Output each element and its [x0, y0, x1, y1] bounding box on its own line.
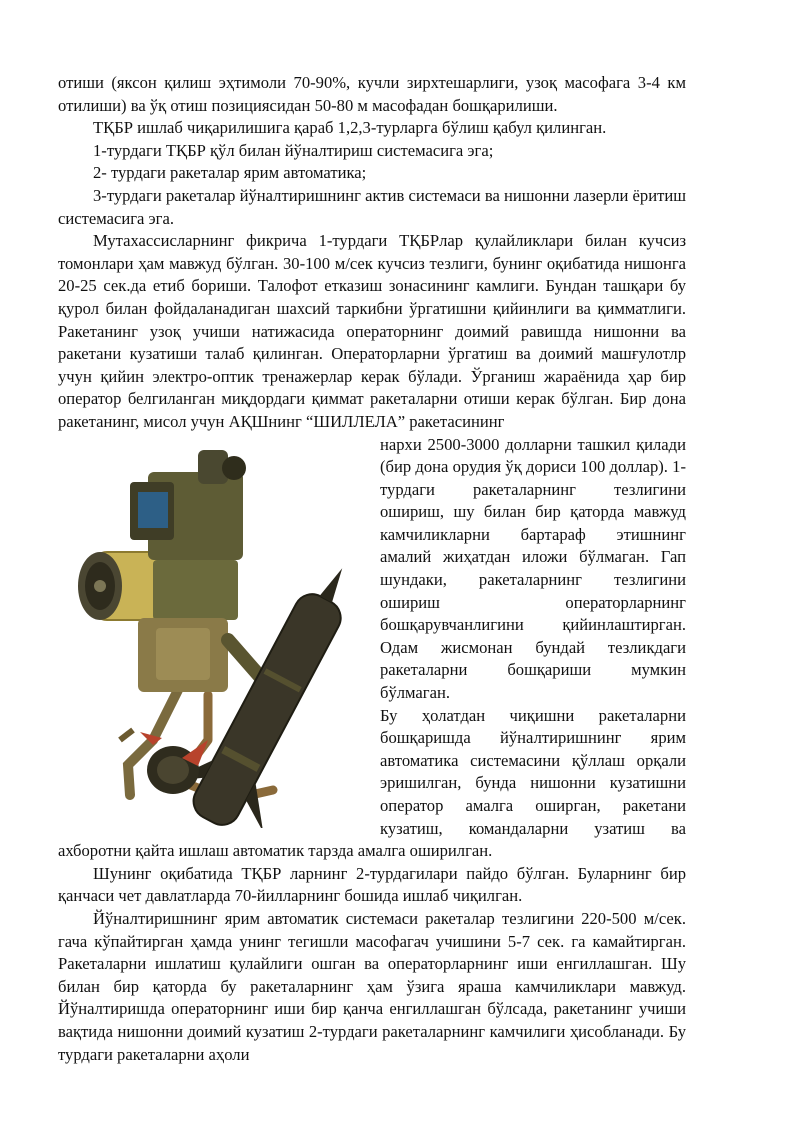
- paragraph-4: 2- турдаги ракеталар ярим автоматика;: [93, 163, 367, 183]
- paragraph-6: Мутахассисларнинг фикрича 1-турдаги ТҚБРлар қулайликлари билан кучсиз томонлари ҳам мавжуд бўлган. 30-100 м/сек кучсиз тезлиги, бунинг оқибатида нишонга 20-25 сек.да етиб бориши. Талофот етказиш зонасининг камлиги. Бундан ташқари бу қурол билан фойдаланадиган шахсий таркибни ўргатишни қийинлиги ва қимматлиги. Ракетанинг узоқ учиши натижасида операторнинг доимий равишда нишонни ва ракетани кузатиши талаб қилинган. Операторларни ўргатиш ва доимий машғулотлр учун қийин электро-оптик тренажерлар керак бўлади. Ўрганиш жараёнида ҳар бир оператор белгиланган миқдордаги қиммат ракеталарни отиши керак бўлган. Бир дона ракетанинг, мисол учун АҚШнинг “ШИЛЛЕЛА” ракетасининг: [58, 231, 686, 431]
- document-page: [58, 72, 686, 1066]
- paragraph-7: Бу ҳолатдан чиқишни ракеталарни бошқаришда йўналтиришнинг ярим автоматика системасини қўллаш орқали эришилган, бунда нишонни кузатишни оператор амалга оширган, ракетани кузатиш, командаларни узатиш ва ахборотни қайта ишлаш автоматик тарзда амалга оширилган.: [58, 705, 686, 861]
- paragraph-9: Йўналтиришнинг ярим автоматик системаси ракеталар тезлигини 220-500 м/сек. гача кўпайтирган ҳамда унинг тегишли масофагач учишини 5-7 сек. га камайтирган. Ракеталарни ишлатиш қулайлиги ошган ва операторларнинг иши енгиллашган. Шу билан бир қаторда бу ракеталарнинг ҳам ўзига яраша камчиликлари мавжуд. Йўналтиришда операторнинг иши бир қанча енгиллашган бўлсада, ракетанинг учиши вақтида нишонни доимий кузатиш 2-турдаги ракеталарнинг камчилиги ҳисобланади. Бу турдаги ракеталарни аҳоли: [58, 908, 686, 1064]
- paragraph-6-continued: нархи 2500-3000 долларни ташкил қилади (бир дона орудия ўқ дориси 100 доллар). 1-турдаги ракеталарнинг тезлигини ошириш, шу билан бир қаторда мавжуд камчиликларни бартараф этишнинг амалий жиҳатдан иложи бўлмаган. Гап шундаки, ракеталарнинг тезлигини ошириш операторларнинг бошқарувчанлигини қийинлаштирган. Одам жисмонан бундай тезликдаги ракеталарни бошқариши мумкин бўлмаган.: [380, 434, 686, 703]
- paragraph-5: 3-турдаги ракеталар йўналтиришнинг актив системаси ва нишонни лазерли ёритиш системасига эга.: [58, 185, 686, 228]
- paragraph-2: ТҚБР ишлаб чиқарилишига қараб 1,2,3-турларга бўлиш қабул қилинган.: [93, 118, 607, 138]
- paragraph-8: Шунинг оқибатида ТҚБР ларнинг 2-турдагилари пайдо бўлган. Буларнинг бир қанчаси чет давлатларда 70-йилларнинг бошида ишлаб чиқилган.: [58, 863, 686, 906]
- atgm-launcher-photo-icon: [58, 440, 366, 828]
- paragraph-3: 1-турдаги ТҚБР қўл билан йўналтириш системасига эга;: [93, 140, 494, 160]
- launcher-illustration: [58, 440, 366, 828]
- paragraph-1: отиши (яксон қилиш эҳтимоли 70-90%, кучли зирхтешарлиги, узоқ масофага 3-4 км отилиши) ва ўқ отиш позициясидан 50-80 м масофадан бошқарилиши.: [58, 73, 686, 115]
